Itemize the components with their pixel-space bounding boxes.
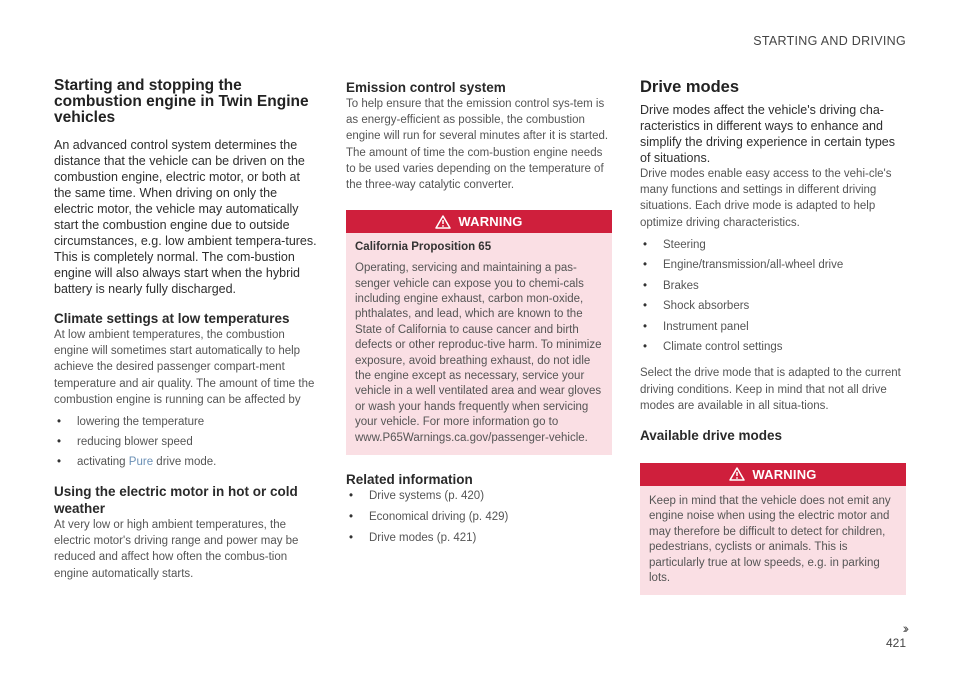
list-item: • Brakes [640, 278, 906, 294]
warning-box [640, 463, 906, 595]
electric-motor-paragraph: At very low or high ambient temperatures, the electric motor's driving range and power may be reduced and affect how often the combus-tion engine automatically starts. [54, 519, 299, 580]
drive-modes-heading: Drive modes [640, 78, 740, 96]
column-right [640, 78, 906, 595]
list-item: • Engine/transmission/all-wheel drive [640, 257, 906, 273]
list-item: • Shock absorbers [640, 298, 906, 314]
warning-box [346, 210, 612, 455]
climate-heading: Climate settings at low temperatures [54, 311, 290, 326]
warning-label: WARNING [752, 466, 817, 482]
list-item [54, 454, 318, 470]
drive-modes-lead: Drive modes affect the vehicle's driving cha-racteristics in different ways to enhance and simplify the driving experience in certain types of situations. [640, 103, 895, 165]
section-header: STARTING AND DRIVING [753, 34, 906, 48]
continue-arrow-icon: ›› [902, 620, 906, 636]
related-link[interactable]: • Drive systems (p. 420) [346, 488, 612, 504]
warning-triangle-icon [435, 215, 451, 229]
warning-title: California Proposition 65 [355, 241, 492, 254]
warning-header [346, 210, 612, 233]
drive-modes-intro: Drive modes enable easy access to the vehi-cle's many functions and settings in different driving situations. Each drive mode is adapted to help optimize driving characteristics. [640, 168, 892, 229]
column-middle [346, 78, 612, 546]
warning-body [346, 233, 612, 455]
page-number: 421 [885, 636, 906, 650]
related-info-heading: Related information [346, 472, 473, 488]
warning-header [640, 463, 906, 486]
warning-text: Keep in mind that the vehicle does not emit any engine noise when using the electric motor and may therefore be difficult to detect for children, pedestrians, cyclists or animals. This is particularly true at low speeds, e.g. in parking lots. [649, 494, 891, 584]
related-link[interactable]: • Drive modes (p. 421) [346, 530, 612, 546]
climate-bullet-list [54, 414, 318, 470]
related-links-list [346, 488, 612, 546]
list-item: • reducing blower speed [54, 434, 318, 450]
list-item: • Steering [640, 237, 906, 253]
drive-mode-settings-list [640, 237, 906, 356]
bullet-text-suffix: drive mode. [156, 456, 217, 469]
list-item: • lowering the temperature [54, 414, 318, 430]
warning-triangle-icon [729, 467, 745, 481]
bullet-text-prefix: activating [77, 456, 126, 469]
available-modes-heading: Available drive modes [640, 427, 783, 443]
warning-text: Operating, servicing and maintaining a pas-senger vehicle can expose you to chemi-cals including engine exhaust, carbon mon-oxide, phthalates, and lead, which are known to the State of California to cause cancer and birth defects or other reproduc-tive harm. To minimize exposure, avoid breathing exhaust, do not idle the engine except as necessary, service your vehicle in a well ventilated area and wear gloves or wash your hands frequently when servicing your vehicle. For more information go to www.P65Warnings.ca.gov/passenger-vehicle. [355, 262, 602, 444]
list-item: • Instrument panel [640, 319, 906, 335]
pure-mode-highlight: Pure [128, 456, 154, 469]
column-left [54, 78, 318, 582]
section-heading: Starting and stopping the combustion engine in Twin Engine vehicles [54, 77, 309, 126]
related-link[interactable]: • Economical driving (p. 429) [346, 509, 612, 525]
warning-body [640, 486, 906, 595]
intro-paragraph: An advanced control system determines the distance that the vehicle can be driven on the combustion engine, electric motor, or both at the same time. When driving on only the electric motor, the vehicle may automatically start the combustion engine due to outside circumstances, e.g. low ambient tempera-tures. This is completely normal. The com-bustion engine will also always start when the hybrid battery is nearly fully discharged. [54, 138, 317, 296]
warning-label: WARNING [458, 214, 523, 230]
electric-motor-heading: Using the electric motor in hot or cold weather [54, 484, 298, 517]
emission-heading: Emission control system [346, 80, 506, 95]
list-item: • Climate control settings [640, 339, 906, 355]
select-mode-paragraph: Select the drive mode that is adapted to the current driving conditions. Keep in mind that not all drive modes are available in all situa-tions. [640, 367, 901, 412]
emission-paragraph: To help ensure that the emission control sys-tem is as energy-efficient as possible, the combustion engine will run for several minutes after it is started. The amount of time the com-bustion engine needs to be used varies depending on the temperature of the three-way catalytic converter. [346, 98, 609, 192]
climate-paragraph: At low ambient temperatures, the combustion engine will sometimes start automatically to help achieve the desired passenger compart-ment temperature and air quality. The amount of time the combustion engine is running can be affected by [54, 329, 315, 406]
